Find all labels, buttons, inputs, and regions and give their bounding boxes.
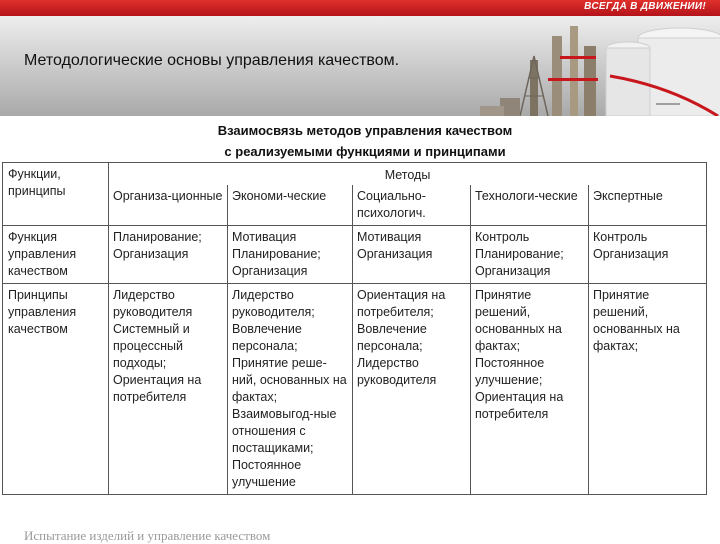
caption-line-1: Взаимосвязь методов управления качеством <box>217 123 513 138</box>
method-columns-row <box>3 185 707 226</box>
table-row <box>3 226 707 284</box>
table-cell <box>589 226 707 284</box>
footer-course-title: Испытание изделий и управление качеством <box>24 528 271 543</box>
table-row <box>3 284 707 495</box>
cell-line: Вовлечение персонала; <box>357 322 427 353</box>
cell-line: Взаимовыгод-ные отношения с постащиками; <box>232 407 337 455</box>
column-header: Технологи-ческие <box>471 185 589 226</box>
methods-functions-table <box>2 162 707 495</box>
title-banner <box>0 16 720 116</box>
column-header: Социально-психологич. <box>353 185 471 226</box>
cell-line: Лидерство руководителя <box>357 356 437 387</box>
cell-line: Принятие реше-ний, основанных на фактах; <box>232 356 347 404</box>
slide-title: Методологические основы управления качеством. <box>24 52 400 69</box>
cell-line: Постоянное улучшение; <box>475 356 545 387</box>
slogan-text: ВСЕГДА В ДВИЖЕНИИ! <box>584 1 706 12</box>
table-cell <box>228 226 353 284</box>
cell-line: Ориентация на потребителя <box>475 390 564 421</box>
cell-line: Планирование; <box>475 247 564 261</box>
table-header-row <box>3 163 707 186</box>
column-header: Экспертные <box>589 185 707 226</box>
cell-line: Лидерство руководителя <box>113 288 193 319</box>
cell-line: Организация <box>357 247 433 261</box>
cell-line: Постоянное улучшение <box>232 458 302 489</box>
top-brand-bar <box>0 0 720 16</box>
table-cell <box>228 284 353 495</box>
table-cell <box>471 284 589 495</box>
corner-header: Функции, принципы <box>3 163 109 226</box>
methods-header: Методы <box>109 163 707 186</box>
cell-line: Организация <box>113 247 189 261</box>
column-header: Экономи-ческие <box>228 185 353 226</box>
cell-line: Контроль <box>475 230 530 244</box>
row-header: Принципы управления качеством <box>3 284 109 495</box>
cell-line: Планирование; <box>113 230 202 244</box>
table-caption <box>140 120 590 162</box>
cell-line: Лидерство руководителя; <box>232 288 315 319</box>
cell-line: Организация <box>475 264 551 278</box>
cell-line: Контроль <box>593 230 648 244</box>
refinery-illustration <box>460 16 720 116</box>
cell-line: Системный и процессный подходы; <box>113 322 190 370</box>
cell-line: Ориентация на потребителя; <box>357 288 446 319</box>
cell-line: Мотивация <box>232 230 297 244</box>
table-cell <box>471 226 589 284</box>
table-cell <box>353 226 471 284</box>
cell-line: Планирование; <box>232 247 321 261</box>
cell-line: Организация <box>232 264 308 278</box>
table-cell <box>353 284 471 495</box>
cell-line: Принятие решений, основанных на фактах; <box>475 288 562 353</box>
cell-line: Организация <box>593 247 669 261</box>
cell-line: Вовлечение персонала; <box>232 322 302 353</box>
row-header: Функция управления качеством <box>3 226 109 284</box>
caption-line-2: с реализуемыми функциями и принципами <box>224 144 506 159</box>
table-cell <box>589 284 707 495</box>
cell-line: Ориентация на потребителя <box>113 373 202 404</box>
table-cell <box>109 284 228 495</box>
cell-line: Принятие решений, основанных на фактах; <box>593 288 680 353</box>
table-cell <box>109 226 228 284</box>
column-header: Организа-ционные <box>109 185 228 226</box>
cell-line: Мотивация <box>357 230 422 244</box>
